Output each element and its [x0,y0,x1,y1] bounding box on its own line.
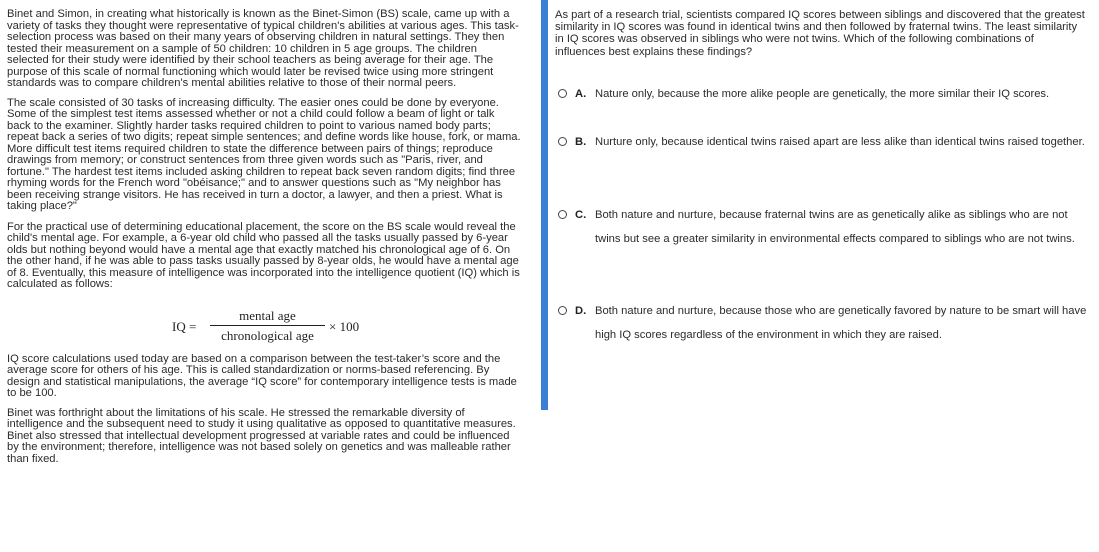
passage-paragraph-3: For the practical use of determining educational placement, the score on the BS scale would reveal the child's mental age. For example, a 6-year old child who passed all the tasks usually passed by 6-year olds but nothing beyond would have a mental age that exactly matched his chronological age of 6. On the other hand, if he was able to pass tasks usually passed by 8-year olds, he would have a mental age of 8. Eventually, this measure of intelligence was incorporated into the intelligence quotient (IQ) which is calculated as follows: [7,220,520,290]
choice-text: Nurture only, because identical twins raised apart are less alike than identical twins raised together. [595,136,1085,148]
choice-text: Both nature and nurture, because those who are genetically favored by nature to be smart will have high IQ scores regardless of the environment in which they are raised. [595,305,1087,341]
choice-letter: B. [575,136,587,148]
question-stem: As part of a research trial, scientists compared IQ scores between siblings and discovered that the greatest similarity in IQ scores was found in identical twins and then followed by fraternal twins. The least similarity in IQ scores was observed in siblings who were not twins. Which of the following combinations of influences best explains these findings? [555,9,1085,58]
passage-paragraph-5: Binet was forthright about the limitations of his scale. He stressed the remarkable diversity of intelligence and the subsequent need to study it using qualitative as opposed to quantitative measures. Binet also stressed that intellectual development progressed at variable rates and could be influenced by the environment; therefore, intelligence was not based solely on genetics and was malleable rather than fixed. [7,406,516,465]
choice-text: Nature only, because the more alike people are genetically, the more similar their IQ scores. [595,88,1050,100]
radio-icon[interactable] [558,306,567,315]
radio-icon[interactable] [558,210,567,219]
radio-icon[interactable] [558,89,567,98]
passage-paragraph-1: Binet and Simon, in creating what historically is known as the Binet-Simon (BS) scale, came up with a variety of tasks they thought were representative of typical children's abilities at various ages. This task-selection process was based on their many years of observing children in natural settings. They then tested their measurement on a sample of 50 children: 10 children in 5 age groups. The children selected for their study were identified by their school teachers as being average for their age. The purpose of this scale of normal functioning which would later be revised twice using more stringent standards was to compare children's mental abilities relative to those of their normal peers. [7,8,519,89]
formula-lhs: IQ = [172,318,197,334]
choice-d[interactable] [555,305,1090,347]
choice-a[interactable] [555,88,1090,106]
choice-letter: C. [575,209,587,221]
choice-text: Both nature and nurture, because fraternal twins are as genetically alike as siblings who are not twins but see a greater similarity in environmental effects compared to siblings who are not twins. [595,209,1075,245]
passage-paragraph-4: IQ score calculations used today are based on a comparison between the test-taker’s score and the average score for others of his age. This is called standardization or norms-based referencing. By design and statistical manipulations, the average “IQ score” for contemporary intelligence tests is made to be 100. [7,352,517,399]
radio-icon[interactable] [558,137,567,146]
question-panel [555,9,1090,341]
passage-paragraph-2: The scale consisted of 30 tasks of increasing difficulty. The easier ones could be done by everyone. Some of the simplest test items assessed whether or not a child could follow a beam of light or talk back to the examiner. Slightly harder tasks required children to point to various named body parts; repeat back a series of two digits; repeat simple sentences; and define words like house, fork, or mama. More difficult test items required children to state the difference between pairs of things; reproduce drawings from memory; or construct sentences from three given words such as "Paris, river, and fortune." The hardest test items included asking children to repeat back seven random digits; find three rhyming words for the French word "obéisance;" and to answer questions such as "My neighbor has been receiving strange visitors. He has received in turn a doctor, a lawyer, and then a priest. What is taking place?" [7,96,521,212]
choice-b[interactable] [555,136,1090,154]
formula-rhs: × 100 [329,318,360,334]
iq-formula [7,308,521,351]
formula-numerator: mental age [239,307,296,323]
formula-denominator: chronological age [221,327,314,343]
panel-divider[interactable] [541,0,548,410]
choice-letter: D. [575,305,587,317]
passage-panel [7,9,521,473]
formula-fraction [210,308,325,343]
choice-c[interactable] [555,209,1090,251]
choice-letter: A. [575,88,587,100]
fraction-bar [210,325,325,326]
